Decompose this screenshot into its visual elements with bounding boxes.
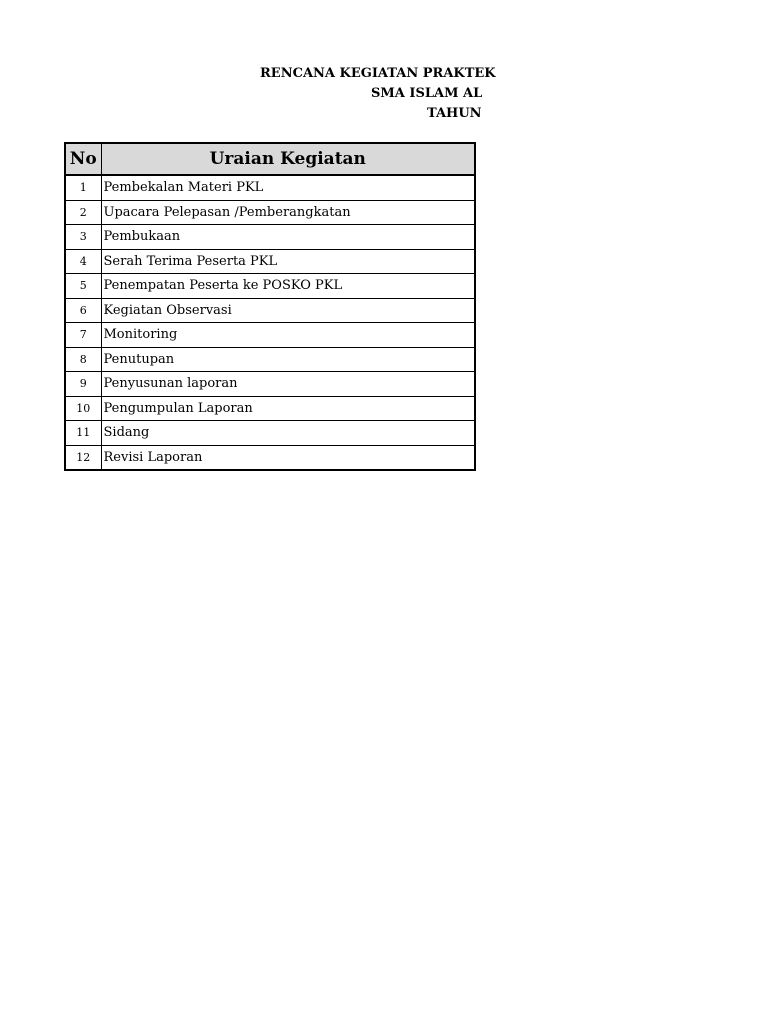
table-header-row bbox=[65, 143, 475, 175]
table-row bbox=[65, 175, 475, 200]
row-description: Penyusunan laporan bbox=[101, 372, 475, 397]
row-description: Pengumpulan Laporan bbox=[101, 396, 475, 421]
row-description: Pembekalan Materi PKL bbox=[101, 175, 475, 200]
row-number: 5 bbox=[65, 274, 101, 299]
row-description: Sidang bbox=[101, 421, 475, 446]
heading-school-line: SMA ISLAM AL bbox=[371, 86, 483, 101]
row-number: 4 bbox=[65, 249, 101, 274]
table-row bbox=[65, 200, 475, 225]
row-description: Serah Terima Peserta PKL bbox=[101, 249, 475, 274]
table-row bbox=[65, 347, 475, 372]
table-row bbox=[65, 396, 475, 421]
row-number: 3 bbox=[65, 225, 101, 250]
row-number: 11 bbox=[65, 421, 101, 446]
table-row bbox=[65, 445, 475, 470]
row-description: Penempatan Peserta ke POSKO PKL bbox=[101, 274, 475, 299]
row-number: 10 bbox=[65, 396, 101, 421]
row-description: Revisi Laporan bbox=[101, 445, 475, 470]
row-number: 1 bbox=[65, 175, 101, 200]
row-description: Pembukaan bbox=[101, 225, 475, 250]
table-row bbox=[65, 372, 475, 397]
header-description: Uraian Kegiatan bbox=[101, 143, 475, 175]
table-row bbox=[65, 274, 475, 299]
row-number: 8 bbox=[65, 347, 101, 372]
document-heading bbox=[0, 62, 496, 124]
row-description: Monitoring bbox=[101, 323, 475, 348]
heading-title-line: RENCANA KEGIATAN PRAKTEK bbox=[260, 66, 496, 81]
row-number: 12 bbox=[65, 445, 101, 470]
table-row bbox=[65, 225, 475, 250]
header-no: No bbox=[65, 143, 101, 175]
row-description: Penutupan bbox=[101, 347, 475, 372]
activity-table bbox=[64, 142, 476, 471]
row-number: 9 bbox=[65, 372, 101, 397]
row-number: 6 bbox=[65, 298, 101, 323]
row-number: 7 bbox=[65, 323, 101, 348]
row-description: Upacara Pelepasan /Pemberangkatan bbox=[101, 200, 475, 225]
row-number: 2 bbox=[65, 200, 101, 225]
table-row bbox=[65, 249, 475, 274]
table-row bbox=[65, 298, 475, 323]
table-row bbox=[65, 323, 475, 348]
row-description: Kegiatan Observasi bbox=[101, 298, 475, 323]
heading-year-line: TAHUN bbox=[427, 106, 482, 121]
table-row bbox=[65, 421, 475, 446]
